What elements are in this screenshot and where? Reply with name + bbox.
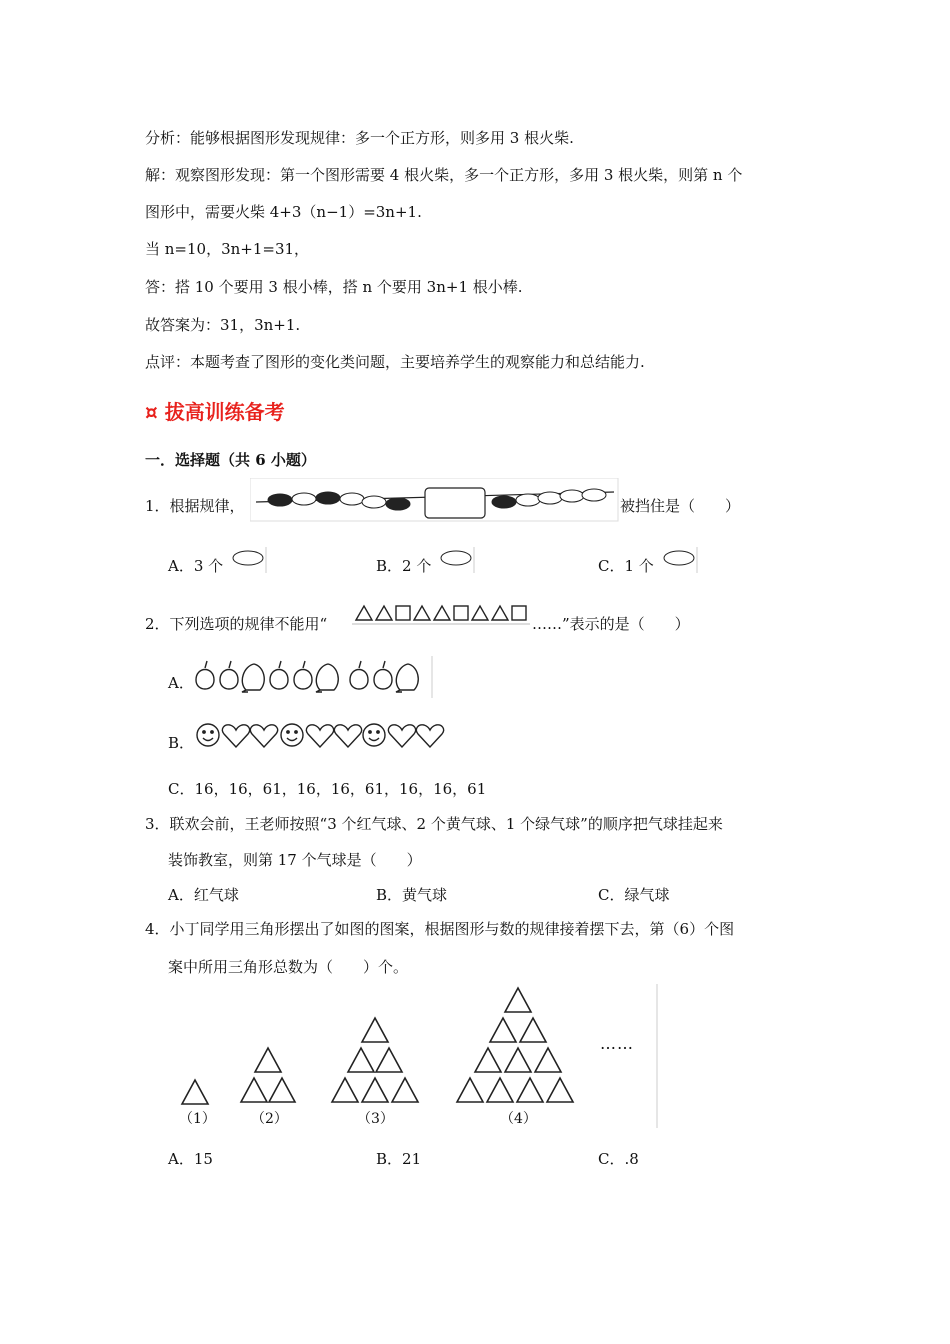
final-answer-line: 故答案为：31，3n+1. <box>145 316 301 334</box>
q2-option-a[interactable] <box>168 673 194 693</box>
q4-label-4: （4） <box>500 1111 537 1127</box>
q2-option-c[interactable]: C．16，16，61，16，16，61，16，16，61 <box>168 780 487 798</box>
q3-option-a[interactable]: A．红气球 <box>168 886 239 904</box>
q1-option-c-label: C．1 个 <box>598 557 654 575</box>
q2-option-b-label: B． <box>168 734 195 752</box>
q4-label-1: （1） <box>179 1111 216 1127</box>
q2-option-a-fruit-figure <box>192 656 436 698</box>
solution-line-3: 当 n=10，3n+1=31， <box>145 240 310 258</box>
q4-label-3: （3） <box>357 1111 394 1127</box>
q2-option-b[interactable] <box>168 733 194 753</box>
q1-option-b-label: B．2 个 <box>376 557 432 575</box>
answer-line: 答：搭 10 个要用 3 根小棒，搭 n 个要用 3n+1 根小棒. <box>145 278 523 296</box>
section-title: ¤ 拔高训练备考 <box>145 400 285 424</box>
bead-icon <box>659 547 699 573</box>
q4-option-c[interactable]: C．.8 <box>598 1150 639 1168</box>
q4-option-a[interactable]: A．15 <box>168 1150 213 1168</box>
q2-option-b-face-heart-figure <box>194 717 446 753</box>
q3-stem-line-2: 装饰教室，则第 17 个气球是（ ） <box>168 851 422 869</box>
q3-stem-line-1: 3．联欢会前，王老师按照“3 个红气球、2 个黄气球、1 个绿气球”的顺序把气球挂起来 <box>145 815 723 833</box>
q1-prefix: 1．根据规律， <box>145 497 245 515</box>
bead-icon <box>436 547 476 573</box>
q1-option-c[interactable] <box>598 556 699 576</box>
q2-shape-pattern-figure <box>352 600 532 626</box>
q3-option-b[interactable]: B．黄气球 <box>376 886 448 904</box>
q1-stem <box>145 496 245 516</box>
bead-icon <box>228 547 268 573</box>
q2-suffix: ……”表示的是（ ） <box>532 615 690 633</box>
q1-option-b[interactable] <box>376 556 476 576</box>
q4-triangles-svg <box>165 982 660 1128</box>
q2-option-a-label: A． <box>168 674 194 692</box>
solution-line-2: 图形中，需要火柴 4+3（n−1）=3n+1. <box>145 203 422 221</box>
q1-suffix: 被挡住是（ ） <box>620 497 741 515</box>
q4-label-2: （2） <box>251 1111 288 1127</box>
q3-option-c[interactable]: C．绿气球 <box>598 886 670 904</box>
q4-option-b[interactable]: B．21 <box>376 1150 422 1168</box>
q4-stem-line-1: 4．小丁同学用三角形摆出了如图的图案，根据图形与数的规律接着摆下去，第（6）个图 <box>145 920 735 938</box>
q1-option-a[interactable] <box>168 556 268 576</box>
section-subtitle: 一．选择题（共 6 小题） <box>145 451 316 469</box>
q1-option-a-label: A．3 个 <box>168 557 224 575</box>
comment-line: 点评：本题考查了图形的变化类问题，主要培养学生的观察能力和总结能力. <box>145 353 645 371</box>
q1-bead-pattern-figure <box>250 478 620 522</box>
q4-stem-line-2: 案中所用三角形总数为（ ）个。 <box>168 958 409 976</box>
q4-triangle-pattern-figure <box>165 982 660 1128</box>
q4-continuation-dots: …… <box>600 1034 634 1053</box>
analysis-line-1: 分析：能够根据图形发现规律：多一个正方形，则多用 3 根火柴. <box>145 129 574 147</box>
solution-line-1: 解：观察图形发现：第一个图形需要 4 根火柴，多一个正方形，多用 3 根火柴，则第 n 个 <box>145 166 743 184</box>
q2-prefix: 2．下列选项的规律不能用“ <box>145 615 328 633</box>
